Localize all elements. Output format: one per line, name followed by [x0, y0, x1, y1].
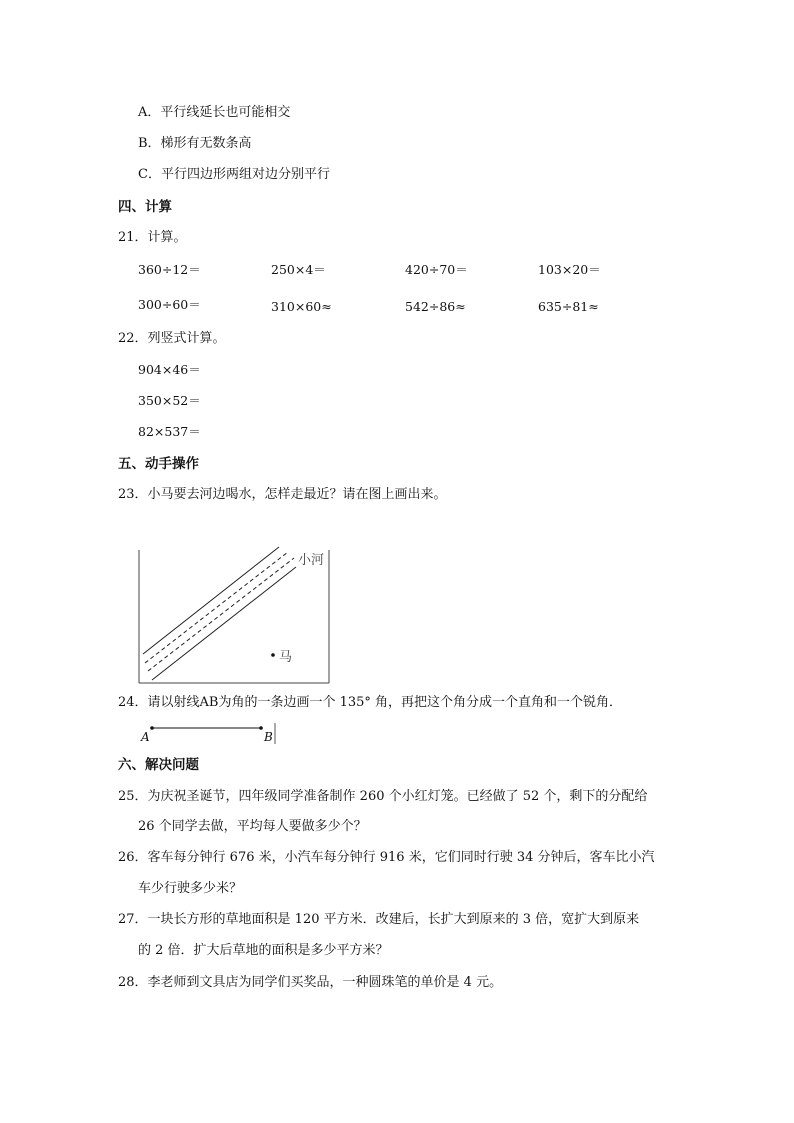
q21-item: 635÷81≈ [538, 299, 599, 314]
q21-item: 250×4＝ [271, 262, 326, 277]
section-4-title: 四、计算 [118, 199, 172, 215]
river-centerline-1 [145, 552, 288, 663]
point-b-label: B [264, 730, 273, 744]
q24-prompt: 24．请以射线AB为角的一条边画一个 135° 角，再把这个角分成一个直角和一个锐角． [118, 695, 623, 710]
q21-item: 420÷70＝ [405, 262, 468, 277]
q27-line2: 的 2 倍．扩大后草地的面积是多少平方米？ [138, 943, 389, 958]
q26-line2: 车少行驶多少米？ [138, 881, 243, 896]
section-5-title: 五、动手操作 [118, 456, 199, 472]
q25-line1: 25．为庆祝圣诞节，四年级同学准备制作 260 个小红灯笼。已经做了 52 个，剩下的分配给 [118, 789, 648, 804]
q22-item: 82×537＝ [138, 424, 201, 439]
section-6-title: 六、解决问题 [118, 757, 199, 773]
q23-prompt: 23．小马要去河边喝水，怎样走最近？请在图上画出来。 [118, 487, 447, 502]
q27-line1: 27．一块长方形的草地面积是 120 平方米．改建后，长扩大到原来的 3 倍，宽扩大到原来 [118, 912, 640, 927]
q26-line1: 26．客车每分钟行 676 米，小汽车每分钟行 916 米，它们同时行驶 34 分钟后，客车比小汽 [118, 850, 655, 865]
q21-item: 103×20＝ [538, 262, 601, 277]
q22-prompt: 22．列竖式计算。 [118, 331, 226, 346]
q25-line2: 26 个同学去做，平均每人要做多少个？ [138, 819, 367, 834]
q21-item: 310×60≈ [271, 299, 332, 314]
horse-point [271, 653, 275, 657]
q21-prompt: 21．计算。 [118, 230, 187, 245]
river-figure [136, 540, 332, 686]
q28-line1: 28．李老师到文具店为同学们买奖品，一种圆珠笔的单价是 4 元。 [118, 975, 503, 990]
q21-item: 300÷60＝ [138, 297, 201, 312]
option-a: A．平行线延长也可能相交 [138, 105, 291, 120]
q22-item: 904×46＝ [138, 362, 201, 377]
point-a-dot [150, 726, 154, 730]
point-a-label: A [141, 730, 150, 744]
river-label: 小河 [298, 553, 325, 568]
q21-item: 360÷12＝ [138, 262, 201, 277]
option-c: C．平行四边形两组对边分别平行 [138, 167, 330, 182]
ray-ab-figure [138, 722, 280, 746]
river-bank-lower [152, 567, 296, 680]
q22-item: 350×52＝ [138, 393, 201, 408]
point-b-dot [259, 726, 263, 730]
q21-item: 542÷86≈ [405, 299, 466, 314]
river-bank-upper [143, 547, 279, 654]
horse-label: 马 [279, 650, 293, 665]
option-b: B．梯形有无数条高 [138, 136, 252, 151]
